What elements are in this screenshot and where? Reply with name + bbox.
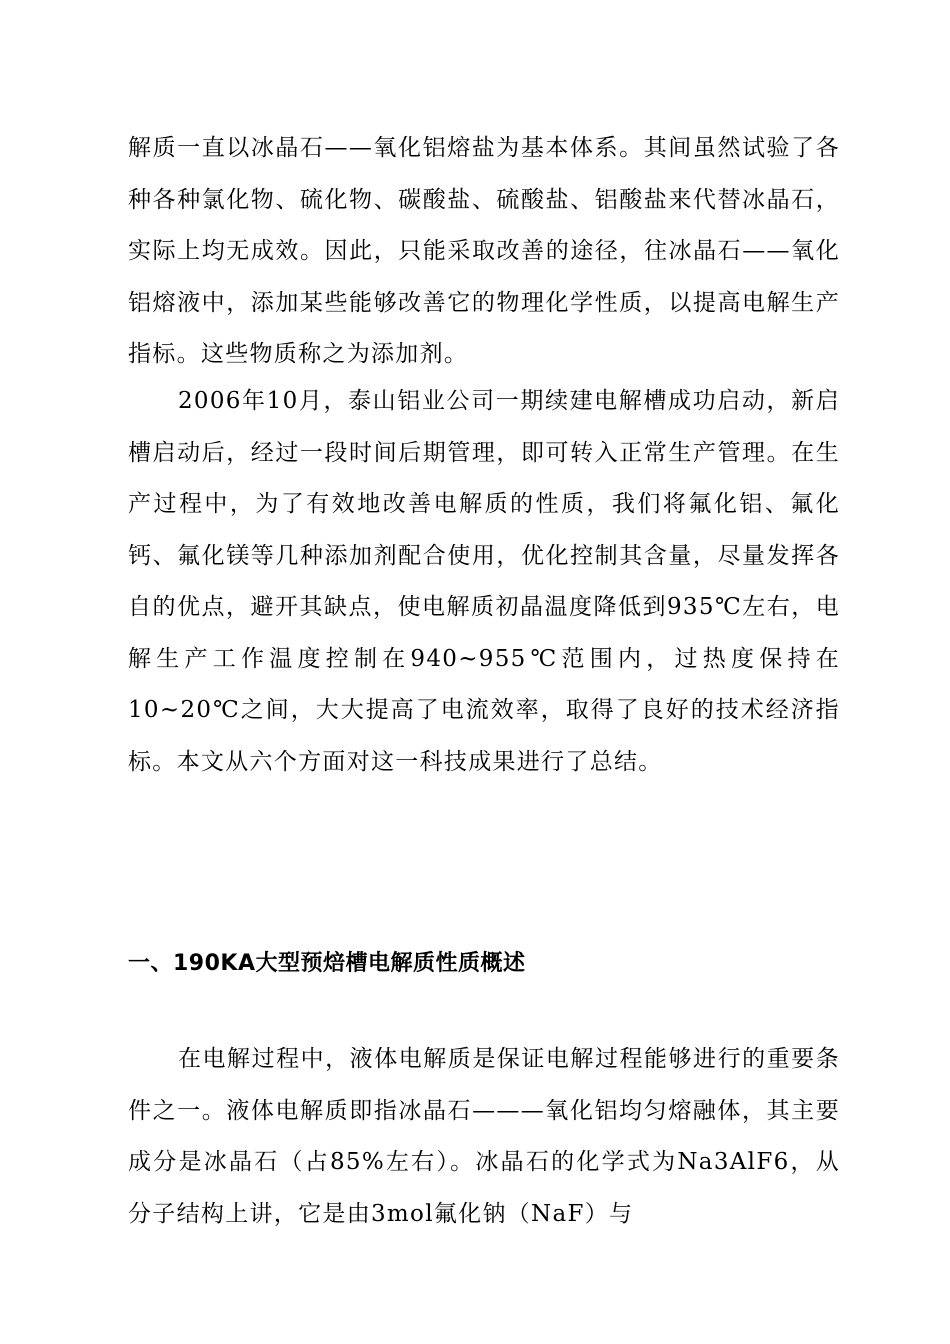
background-paragraph: 2006年10月，泰山铝业公司一期续建电解槽成功启动，新启槽启动后，经过一段时间后期管理，即可转入正常生产管理。在生产过程中，为了有效地改善电解质的性质，我们将氟化铝、氟化钙、氟化镁等几种添加剂配合使用，优化控制其含量，尽量发挥各自的优点，避开其缺点，使电解质初晶温度降低到935℃左右，电解生产工作温度控制在940~955℃范围内，过热度保持在10~20℃之间，大大提高了电流效率，取得了良好的技术经济指标。本文从六个方面对这一科技成果进行了总结。 — [128, 388, 840, 775]
section-paragraph: 在电解过程中，液体电解质是保证电解过程能够进行的重要条件之一。液体电解质即指冰晶石———氧化铝均匀熔融体，其主要成分是冰晶石（占85%左右）。冰晶石的化学式为Na3AlF6，从分子结构上讲，它是由3mol氟化钠（NaF）与 — [128, 1046, 840, 1227]
intro-paragraph: 解质一直以冰晶石——氧化铝熔盐为基本体系。其间虽然试验了各种各种氯化物、硫化物、碳酸盐、硫酸盐、铝酸盐来代替冰晶石，实际上均无成效。因此，只能采取改善的途径，往冰晶石——氧化铝熔液中，添加某些能够改善它的物理化学性质，以提高电解生产指标。这些物质称之为添加剂。 — [128, 135, 840, 367]
section-heading: 一、190KA大型预焙槽电解质性质概述 — [128, 951, 526, 976]
